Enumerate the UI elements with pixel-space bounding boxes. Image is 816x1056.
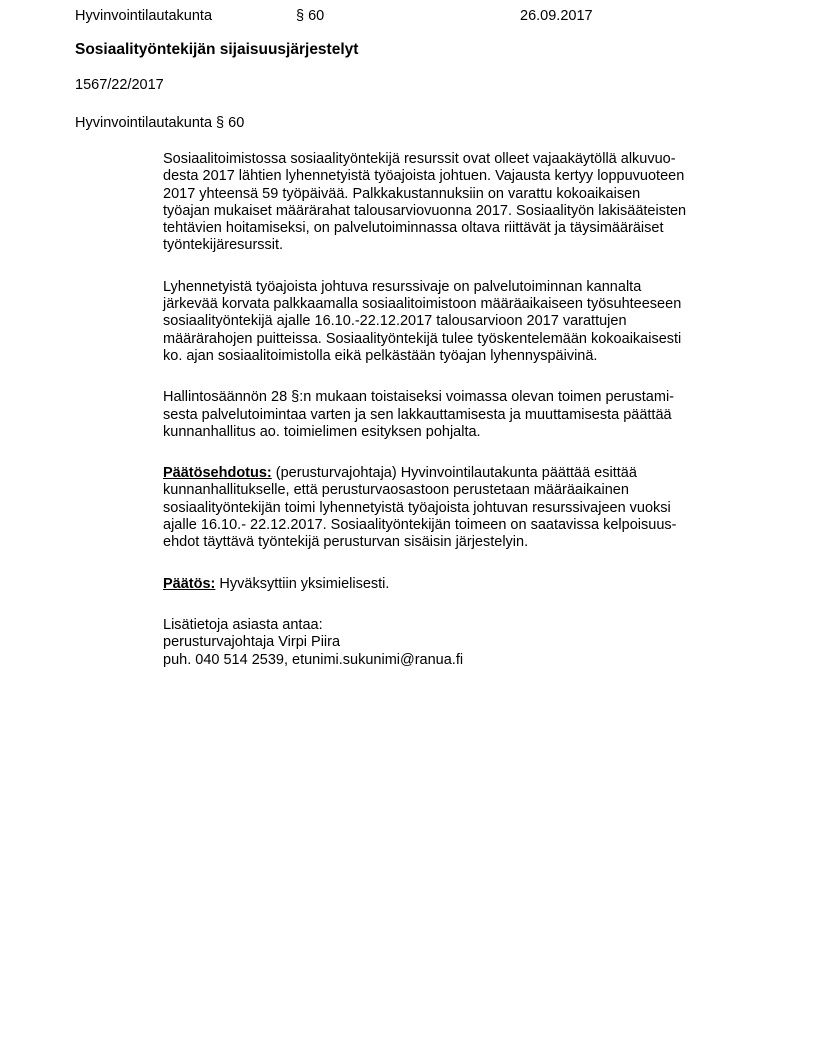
text-line: kunnanhallitus ao. toimielimen esityksen pohjalta. [163,423,481,440]
text-line: sosiaalityöntekijä ajalle 16.10.-22.12.2017 talousarvioon 2017 varattujen [163,313,627,330]
text-line: työntekijäresurssit. [163,237,284,254]
text-line: työajan mukaiset määrärahat talousarviovuonna 2017. Sosiaalityön lakisääteisten [163,202,687,219]
text-line: kunnanhallitukselle, että perusturvaosastoon perustetaan määräaikainen [163,482,629,499]
decision-paragraph [163,576,776,593]
text-line: sesta palvelutoimintaa varten ja sen lakkauttamisesta ja muuttamisesta päättää [163,406,672,423]
case-number: 1567/22/2017 [75,77,164,93]
document-title: Sosiaalityöntekijän sijaisuusjärjestelyt [75,41,359,58]
text-line: perusturvajohtaja Virpi Piira [163,634,341,651]
text-line: ko. ajan sosiaalitoimistolla eikä pelkästään työajan lyhennyspäivinä. [163,347,598,364]
header-committee: Hyvinvointilautakunta [75,8,213,24]
text-line: sosiaalityöntekijän toimi lyhennetyistä työajoista johtuvan resurssivajeen vuoksi [163,499,671,516]
text-line: tehtävien hoitamiseksi, on palvelutoiminnassa oltava riittävät ja täysimääräiset [163,220,664,237]
body-paragraph [163,389,776,441]
document-body [163,151,776,669]
text-line: Lyhennetyistä työajoista johtuva resurssivaje on palvelutoiminnan kannalta [163,278,642,295]
text-line: 2017 yhteensä 59 työpäivää. Palkkakustannuksiin on varattu kokoaikaisen [163,185,641,202]
text-line: puh. 040 514 2539, etunimi.sukunimi@ranua.fi [163,651,464,668]
header-date: 26.09.2017 [520,8,593,24]
committee-section-line: Hyvinvointilautakunta § 60 [75,115,245,131]
text-line: Päätös: Hyväksyttiin yksimielisesti. [163,575,390,592]
text-line: desta 2017 lähtien lyhennetyistä työajoista johtuen. Vajausta kertyy loppuvuoteen [163,168,685,185]
text-line: Hallintosäännön 28 §:n mukaan toistaiseksi voimassa olevan toimen perustami- [163,389,674,406]
decision-label: Päätös: [163,575,216,592]
header-section-number: § 60 [296,8,325,24]
decision-paragraph [163,465,776,551]
text-line: Päätösehdotus: (perusturvajohtaja) Hyvinvointilautakunta päättää esittää [163,465,637,482]
text-line: määrärahojen puitteissa. Sosiaalityöntekijä tulee työskentelemään kokoaikaisesti [163,330,682,347]
text-line: ajalle 16.10.- 22.12.2017. Sosiaalityöntekijän toimeen on saatavissa kelpoisuus- [163,517,677,534]
text-line: Lisätietoja asiasta antaa: [163,616,323,633]
text-line: järkevää korvata palkkaamalla sosiaalitoimistoon määräaikaiseen työsuhteeseen [163,296,682,313]
text-line: ehdot täyttävä työntekijä perusturvan sisäisin järjestelyin. [163,534,529,551]
body-paragraph [163,617,776,669]
decision-label: Päätösehdotus: [163,465,272,482]
document-header [75,8,776,25]
text-line: Sosiaalitoimistossa sosiaalityöntekijä resurssit ovat olleet vajaakäytöllä alkuvuo- [163,151,676,167]
body-paragraph [163,279,776,365]
body-paragraph [163,151,776,255]
